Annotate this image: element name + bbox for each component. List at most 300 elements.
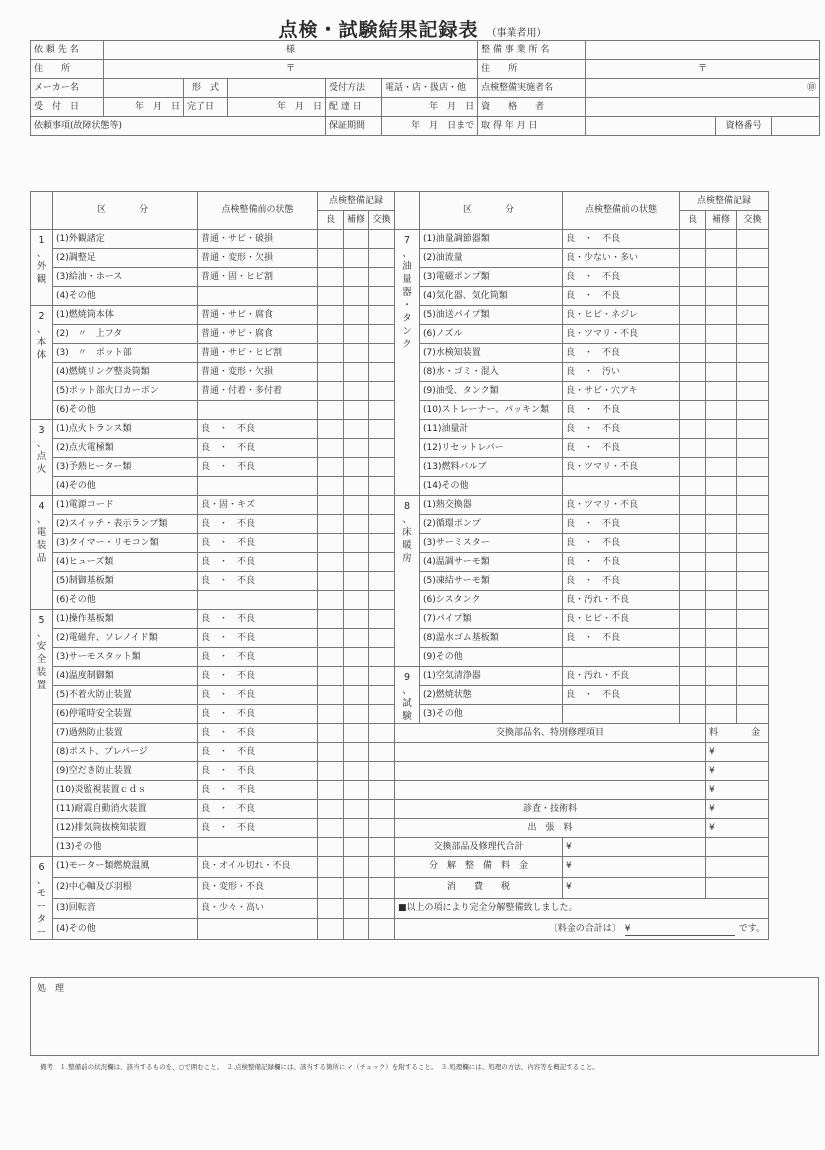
group-label — [31, 496, 53, 610]
title-subtitle: （事業者用） — [486, 28, 547, 39]
check-repair[interactable] — [344, 919, 369, 940]
disassembly-fee-label: 分 解 整 備 料 金 — [395, 857, 563, 878]
check-replace[interactable] — [736, 553, 768, 572]
label-acquired-date: 取 得 年 月 日 — [478, 117, 586, 136]
check-repair[interactable] — [706, 344, 737, 363]
group-label-char: ー — [36, 927, 47, 938]
check-repair[interactable] — [344, 401, 369, 420]
check-replace[interactable] — [736, 705, 768, 724]
check-repair[interactable] — [344, 382, 369, 401]
check-replace[interactable] — [369, 629, 395, 648]
check-repair[interactable] — [344, 800, 369, 819]
check-replace[interactable] — [369, 591, 395, 610]
check-good[interactable] — [318, 230, 344, 249]
check-replace[interactable] — [736, 572, 768, 591]
item-name: (8)温水ゴム基板類 — [420, 629, 563, 648]
item-state: 良 ・ 不良 — [563, 287, 680, 306]
field-client-name[interactable]: 様 — [104, 41, 478, 60]
check-replace[interactable] — [369, 572, 395, 591]
check-repair[interactable] — [344, 287, 369, 306]
check-good[interactable] — [680, 401, 706, 420]
check-repair[interactable] — [706, 325, 737, 344]
group-label — [31, 857, 53, 940]
check-good[interactable] — [680, 382, 706, 401]
table-row — [31, 838, 769, 857]
check-repair[interactable] — [706, 401, 737, 420]
check-replace[interactable] — [369, 648, 395, 667]
check-replace[interactable] — [369, 800, 395, 819]
check-repair[interactable] — [706, 667, 737, 686]
check-replace[interactable] — [369, 898, 395, 919]
check-repair[interactable] — [344, 230, 369, 249]
field-qualification-number[interactable] — [772, 117, 820, 136]
label-warranty: 保証期間 — [326, 117, 382, 136]
check-repair[interactable] — [344, 306, 369, 325]
item-name: (9)空だき防止装置 — [53, 762, 198, 781]
check-replace[interactable] — [369, 762, 395, 781]
check-good[interactable] — [318, 705, 344, 724]
item-state: 良 ・ 不良 — [198, 610, 318, 629]
header-record: 点検整備記録 — [680, 192, 769, 211]
item-state — [198, 477, 318, 496]
field-received-date[interactable]: 年 月 日 — [104, 98, 184, 117]
check-good[interactable] — [680, 686, 706, 705]
check-replace[interactable] — [369, 477, 395, 496]
check-good[interactable] — [680, 534, 706, 553]
group-label-char: 点 — [36, 451, 47, 462]
check-replace[interactable] — [369, 781, 395, 800]
item-state: 普通・固・ヒビ割 — [198, 268, 318, 287]
item-state: 良 ・ 不良 — [198, 743, 318, 762]
check-replace[interactable] — [736, 344, 768, 363]
diag-fee-value[interactable]: ¥ — [706, 800, 769, 819]
check-replace[interactable] — [369, 420, 395, 439]
check-repair[interactable] — [344, 610, 369, 629]
check-repair[interactable] — [706, 705, 737, 724]
check-repair[interactable] — [344, 591, 369, 610]
check-repair[interactable] — [706, 629, 737, 648]
parts-line[interactable] — [395, 762, 706, 781]
group-label-char: 7 — [403, 235, 411, 246]
check-repair[interactable] — [344, 705, 369, 724]
label-maker: メーカー名 — [31, 79, 104, 98]
check-replace[interactable] — [369, 363, 395, 382]
check-replace[interactable] — [736, 477, 768, 496]
field-delivery-date[interactable]: 年 月 日 — [382, 98, 478, 117]
item-name: (7)過熱防止装置 — [53, 724, 198, 743]
check-repair[interactable] — [344, 877, 369, 898]
fee-line[interactable]: ¥ — [706, 762, 769, 781]
check-repair[interactable] — [344, 344, 369, 363]
check-good[interactable] — [680, 344, 706, 363]
check-replace[interactable] — [736, 515, 768, 534]
item-state: 良・ツマリ・不良 — [563, 325, 680, 344]
check-good[interactable] — [680, 439, 706, 458]
check-replace[interactable] — [736, 382, 768, 401]
check-replace[interactable] — [369, 344, 395, 363]
item-state: 良 ・ 不良 — [198, 572, 318, 591]
item-state — [198, 591, 318, 610]
check-good[interactable] — [680, 306, 706, 325]
group-label — [31, 610, 53, 857]
check-repair[interactable] — [706, 496, 737, 515]
check-good[interactable] — [318, 781, 344, 800]
check-repair[interactable] — [706, 477, 737, 496]
header-replace: 交換 — [736, 211, 768, 230]
check-replace[interactable] — [736, 667, 768, 686]
check-good[interactable] — [680, 287, 706, 306]
field-technician-seal[interactable]: ㊞ — [586, 79, 820, 98]
check-replace[interactable] — [369, 306, 395, 325]
check-replace[interactable] — [736, 591, 768, 610]
check-repair[interactable] — [706, 287, 737, 306]
check-good[interactable] — [318, 325, 344, 344]
check-replace[interactable] — [369, 857, 395, 878]
field-address[interactable]: 〒 — [104, 60, 478, 79]
check-good[interactable] — [318, 515, 344, 534]
check-good[interactable] — [318, 344, 344, 363]
check-good[interactable] — [318, 819, 344, 838]
item-state: 良 ・ 不良 — [563, 439, 680, 458]
consumption-tax-value[interactable]: ¥ — [563, 877, 706, 898]
item-name: (5)制御基板類 — [53, 572, 198, 591]
item-state: 普通・サビ・腐食 — [198, 325, 318, 344]
item-state: 普通・サビ・破損 — [198, 230, 318, 249]
item-name: (7)水検知装置 — [420, 344, 563, 363]
check-replace[interactable] — [369, 249, 395, 268]
check-good[interactable] — [318, 401, 344, 420]
check-good[interactable] — [318, 667, 344, 686]
check-repair[interactable] — [344, 781, 369, 800]
item-state: 良 ・ 不良 — [563, 401, 680, 420]
item-name: (12)排気筒抜検知装置 — [53, 819, 198, 838]
field-maker[interactable] — [104, 79, 184, 98]
header-record: 点検整備記録 — [318, 192, 395, 211]
check-replace[interactable] — [736, 363, 768, 382]
field-office-address[interactable]: 〒 — [586, 60, 820, 79]
check-replace[interactable] — [736, 534, 768, 553]
check-replace[interactable] — [369, 401, 395, 420]
check-replace[interactable] — [736, 439, 768, 458]
parts-line[interactable] — [395, 743, 706, 762]
check-good[interactable] — [680, 477, 706, 496]
check-good[interactable] — [680, 572, 706, 591]
check-replace[interactable] — [369, 496, 395, 515]
check-repair[interactable] — [344, 572, 369, 591]
check-replace[interactable] — [369, 458, 395, 477]
check-replace[interactable] — [369, 877, 395, 898]
parts-total-value[interactable]: ¥ — [563, 838, 706, 857]
check-repair[interactable] — [706, 686, 737, 705]
check-good[interactable] — [680, 268, 706, 287]
check-replace[interactable] — [369, 667, 395, 686]
check-good[interactable] — [318, 553, 344, 572]
check-good[interactable] — [318, 629, 344, 648]
check-good[interactable] — [680, 458, 706, 477]
check-good[interactable] — [680, 591, 706, 610]
check-repair[interactable] — [344, 458, 369, 477]
check-replace[interactable] — [369, 230, 395, 249]
item-state: 良 ・ 不良 — [198, 420, 318, 439]
item-name: (4)ヒューズ類 — [53, 553, 198, 572]
item-state — [198, 838, 318, 857]
field-office-name[interactable] — [586, 41, 820, 60]
check-good[interactable] — [318, 877, 344, 898]
check-repair[interactable] — [344, 686, 369, 705]
group-label-char: 体 — [36, 350, 47, 361]
label-model: 形 式 — [184, 79, 228, 98]
check-good[interactable] — [680, 325, 706, 344]
check-good[interactable] — [318, 919, 344, 940]
check-good[interactable] — [318, 591, 344, 610]
check-repair[interactable] — [706, 306, 737, 325]
check-repair[interactable] — [706, 363, 737, 382]
item-name: (13)その他 — [53, 838, 198, 857]
check-good[interactable] — [318, 477, 344, 496]
check-repair[interactable] — [344, 420, 369, 439]
item-name: (3)サーモスタット類 — [53, 648, 198, 667]
check-repair[interactable] — [706, 648, 737, 667]
group-label-char: 本 — [36, 337, 47, 348]
check-repair[interactable] — [344, 629, 369, 648]
check-replace[interactable] — [736, 401, 768, 420]
check-good[interactable] — [318, 496, 344, 515]
check-repair[interactable] — [706, 610, 737, 629]
total-suffix: です。 — [738, 923, 766, 934]
field-completed-date[interactable]: 年 月 日 — [228, 98, 326, 117]
label-office-address: 住 所 — [478, 60, 586, 79]
check-replace[interactable] — [369, 743, 395, 762]
item-name: (1)空気清浄器 — [420, 667, 563, 686]
check-good[interactable] — [318, 686, 344, 705]
group-label — [395, 667, 420, 724]
group-label-char: ン — [402, 326, 412, 337]
group-label-char: 2 — [38, 311, 45, 322]
total-value[interactable]: ¥ — [625, 923, 735, 936]
item-state: 普通・サビ・腐食 — [198, 306, 318, 325]
check-good[interactable] — [680, 705, 706, 724]
check-replace[interactable] — [736, 268, 768, 287]
parts-line[interactable] — [395, 781, 706, 800]
field-acquired-date[interactable] — [586, 117, 716, 136]
check-good[interactable] — [318, 439, 344, 458]
check-replace[interactable] — [369, 705, 395, 724]
group-label — [31, 230, 53, 306]
check-replace[interactable] — [736, 230, 768, 249]
check-good[interactable] — [318, 743, 344, 762]
check-good[interactable] — [680, 515, 706, 534]
processing-box[interactable] — [30, 977, 819, 1056]
check-replace[interactable] — [369, 268, 395, 287]
check-repair[interactable] — [344, 515, 369, 534]
travel-fee-value[interactable]: ¥ — [706, 819, 769, 838]
item-state: 良 ・ 不良 — [198, 629, 318, 648]
group-label-char: 、 — [402, 514, 412, 525]
check-good[interactable] — [680, 648, 706, 667]
group-label-char: モ — [36, 888, 47, 899]
check-replace[interactable] — [369, 439, 395, 458]
item-name: (11)耐震自動消火装置 — [53, 800, 198, 819]
check-replace[interactable] — [369, 819, 395, 838]
check-good[interactable] — [680, 230, 706, 249]
header-row-2 — [31, 60, 820, 79]
check-repair[interactable] — [344, 819, 369, 838]
item-name: (1)点火トランス類 — [53, 420, 198, 439]
group-label-char: ー — [36, 901, 47, 912]
check-repair[interactable] — [344, 857, 369, 878]
check-repair[interactable] — [344, 325, 369, 344]
check-good[interactable] — [318, 306, 344, 325]
check-replace[interactable] — [369, 515, 395, 534]
fee-line[interactable]: ¥ — [706, 743, 769, 762]
group-label-char: 置 — [36, 680, 47, 691]
check-repair[interactable] — [344, 762, 369, 781]
group-label-char: 1 — [38, 235, 45, 246]
header-blank — [395, 192, 420, 230]
check-repair[interactable] — [706, 572, 737, 591]
form-title — [0, 15, 825, 42]
check-replace[interactable] — [736, 287, 768, 306]
check-repair[interactable] — [344, 249, 369, 268]
check-replace[interactable] — [736, 648, 768, 667]
check-repair[interactable] — [344, 553, 369, 572]
check-repair[interactable] — [706, 268, 737, 287]
check-repair[interactable] — [344, 898, 369, 919]
check-good[interactable] — [680, 249, 706, 268]
check-good[interactable] — [318, 268, 344, 287]
check-replace[interactable] — [736, 629, 768, 648]
check-repair[interactable] — [706, 458, 737, 477]
check-good[interactable] — [318, 762, 344, 781]
check-repair[interactable] — [706, 534, 737, 553]
check-replace[interactable] — [736, 610, 768, 629]
check-repair[interactable] — [706, 553, 737, 572]
check-replace[interactable] — [369, 610, 395, 629]
check-good[interactable] — [680, 667, 706, 686]
table-row — [31, 762, 769, 781]
check-good[interactable] — [318, 287, 344, 306]
item-name: (3)サーミスター — [420, 534, 563, 553]
check-repair[interactable] — [706, 230, 737, 249]
check-good[interactable] — [680, 629, 706, 648]
item-state: 良 ・ 不良 — [198, 781, 318, 800]
check-replace[interactable] — [369, 534, 395, 553]
check-repair[interactable] — [344, 648, 369, 667]
check-replace[interactable] — [736, 420, 768, 439]
check-repair[interactable] — [344, 838, 369, 857]
item-state — [563, 705, 680, 724]
fee-line[interactable]: ¥ — [706, 781, 769, 800]
check-good[interactable] — [680, 420, 706, 439]
item-name: (11)油量計 — [420, 420, 563, 439]
check-replace[interactable] — [736, 249, 768, 268]
check-replace[interactable] — [736, 686, 768, 705]
field-model[interactable] — [228, 79, 326, 98]
table-row — [31, 667, 769, 686]
check-good[interactable] — [680, 610, 706, 629]
check-good[interactable] — [318, 838, 344, 857]
check-replace[interactable] — [736, 325, 768, 344]
check-replace[interactable] — [369, 724, 395, 743]
check-repair[interactable] — [344, 667, 369, 686]
check-repair[interactable] — [344, 496, 369, 515]
group-label-char: 安 — [36, 641, 47, 652]
check-good[interactable] — [680, 496, 706, 515]
check-replace[interactable] — [369, 553, 395, 572]
label-office-name: 整 備 事 業 所 名 — [478, 41, 586, 60]
item-name: (2)電磁弁、ソレノイド類 — [53, 629, 198, 648]
item-name: (1)燃焼筒本体 — [53, 306, 198, 325]
item-state: 普通・変形・欠損 — [198, 249, 318, 268]
check-good[interactable] — [318, 420, 344, 439]
item-name: (2) 〃 上フタ — [53, 325, 198, 344]
check-repair[interactable] — [706, 515, 737, 534]
check-good[interactable] — [318, 572, 344, 591]
item-name: (6)その他 — [53, 401, 198, 420]
check-good[interactable] — [318, 610, 344, 629]
header-state: 点検整備前の状態 — [563, 192, 680, 230]
check-repair[interactable] — [706, 420, 737, 439]
check-good[interactable] — [318, 724, 344, 743]
field-reception-method[interactable]: 電話・店・扱店・他 — [382, 79, 478, 98]
check-good[interactable] — [318, 898, 344, 919]
check-replace[interactable] — [369, 382, 395, 401]
check-repair[interactable] — [344, 724, 369, 743]
check-repair[interactable] — [706, 249, 737, 268]
check-repair[interactable] — [344, 439, 369, 458]
check-replace[interactable] — [369, 838, 395, 857]
field-qualified-person[interactable] — [586, 98, 820, 117]
check-replace[interactable] — [369, 686, 395, 705]
check-good[interactable] — [680, 363, 706, 382]
check-repair[interactable] — [706, 591, 737, 610]
check-repair[interactable] — [344, 268, 369, 287]
completion-statement: ■以上の項により完全分解整備致しました。 — [395, 898, 769, 919]
header-kubun: 区 分 — [53, 192, 198, 230]
check-good[interactable] — [318, 458, 344, 477]
check-good[interactable] — [680, 553, 706, 572]
item-state: 良・固・キズ — [198, 496, 318, 515]
disassembly-fee-value[interactable]: ¥ — [563, 857, 706, 878]
header-replace: 交換 — [369, 211, 395, 230]
check-good[interactable] — [318, 249, 344, 268]
item-name: (1)操作基板類 — [53, 610, 198, 629]
check-good[interactable] — [318, 648, 344, 667]
check-good[interactable] — [318, 382, 344, 401]
check-replace[interactable] — [736, 458, 768, 477]
check-good[interactable] — [318, 534, 344, 553]
check-repair[interactable] — [706, 382, 737, 401]
check-good[interactable] — [318, 363, 344, 382]
item-name: (1)熱交換器 — [420, 496, 563, 515]
check-repair[interactable] — [344, 363, 369, 382]
check-replace[interactable] — [369, 287, 395, 306]
check-repair[interactable] — [706, 439, 737, 458]
check-repair[interactable] — [344, 534, 369, 553]
check-repair[interactable] — [344, 743, 369, 762]
item-name: (3)その他 — [420, 705, 563, 724]
empty-cell — [706, 877, 769, 898]
check-replace[interactable] — [736, 306, 768, 325]
field-warranty[interactable]: 年 月 日まで — [382, 117, 478, 136]
check-replace[interactable] — [369, 919, 395, 940]
item-name: (3)電磁ポンプ類 — [420, 268, 563, 287]
check-good[interactable] — [318, 800, 344, 819]
check-repair[interactable] — [344, 477, 369, 496]
check-good[interactable] — [318, 857, 344, 878]
check-replace[interactable] — [736, 496, 768, 515]
check-replace[interactable] — [369, 325, 395, 344]
